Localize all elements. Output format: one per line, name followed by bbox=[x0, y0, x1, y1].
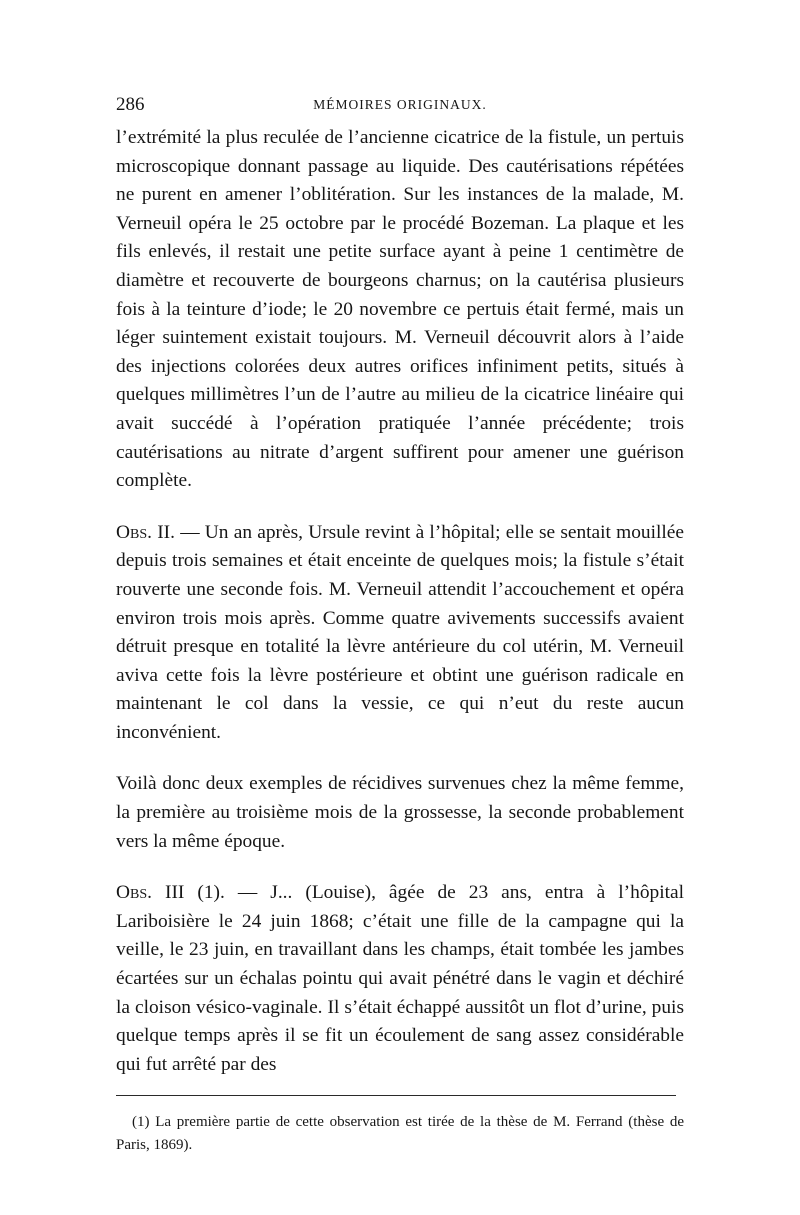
paragraph-summary-text: Voilà donc deux exemples de récidives survenues chez la même femme, la première au troisième mois de la grossesse, la seconde probablement vers la même époque. bbox=[116, 773, 684, 852]
paragraph-obs-3-text: — J... (Louise), âgée de 23 ans, entra à l’hôpital Lariboisière le 24 juin 1868; c’était une fille de la campagne qui la veille, le 23 juin, en travaillant dans les champs, était tombée les jambes écartées sur un échalas pointu qui avait pénétré dans le vagin et déchiré la cloison vésico-vaginale. Il s’était échappé aussitôt un flot d’urine, puis quelque temps après il se fit un écoulement de sang assez considérable qui fut arrêté par des bbox=[116, 882, 684, 1075]
document-page bbox=[116, 94, 684, 1157]
page-number: 286 bbox=[116, 94, 145, 115]
footnote: (1) La première partie de cette observation est tirée de la thèse de M. Ferrand (thèse de Paris, 1869). bbox=[116, 1114, 684, 1154]
running-head: MÉMOIRES ORIGINAUX. bbox=[313, 97, 487, 112]
paragraph-1 bbox=[116, 124, 684, 496]
obs-3-label: Obs. III (1). bbox=[116, 882, 225, 904]
paragraph-1-text: l’extrémité la plus reculée de l’ancienne cicatrice de la fistule, un pertuis microscopique donnant passage au liquide. Des cautérisations répétées ne purent en amener l’oblitération. Sur les instances de la malade, M. Verneuil opéra le 25 octobre par le procédé Bozeman. La plaque et les fils enlevés, il restait une petite surface ayant à peine 1 centimètre de diamètre et recouverte de bourgeons charnus; on la cautérisa plusieurs fois à la teinture d’iode; le 20 novembre ce pertuis était fermé, mais un léger suintement existait toujours. M. Verneuil découvrit alors à l’aide des injections colorées deux autres orifices infiniment petits, situés à quelques millimètres l’un de l’autre au milieu de la cicatrice linéaire qui avait succédé à l’opération pratiquée l’année précédente; trois cautérisations au nitrate d’argent suffirent pour amener une guérison complète. bbox=[116, 127, 684, 492]
paragraph-obs-2 bbox=[116, 519, 684, 748]
page-header bbox=[116, 94, 684, 124]
paragraph-obs-3 bbox=[116, 879, 684, 1079]
paragraph-summary bbox=[116, 770, 684, 856]
footnote-rule bbox=[116, 1095, 676, 1097]
paragraph-obs-2-text: — Un an après, Ursule revint à l’hôpital; elle se sentait mouillée depuis trois semaines et était enceinte de quelques mois; la fistule s’était rouverte une seconde fois. M. Verneuil attendit l’accouchement et opéra environ trois mois après. Comme quatre avivements successifs avaient détruit presque en totalité la lèvre antérieure du col utérin, M. Verneuil aviva cette fois la lèvre postérieure et obtint une guérison radicale en maintenant le col dans la vessie, ce qui n’eut du reste aucun inconvénient. bbox=[116, 521, 684, 743]
obs-2-label: Obs. II. bbox=[116, 521, 175, 543]
